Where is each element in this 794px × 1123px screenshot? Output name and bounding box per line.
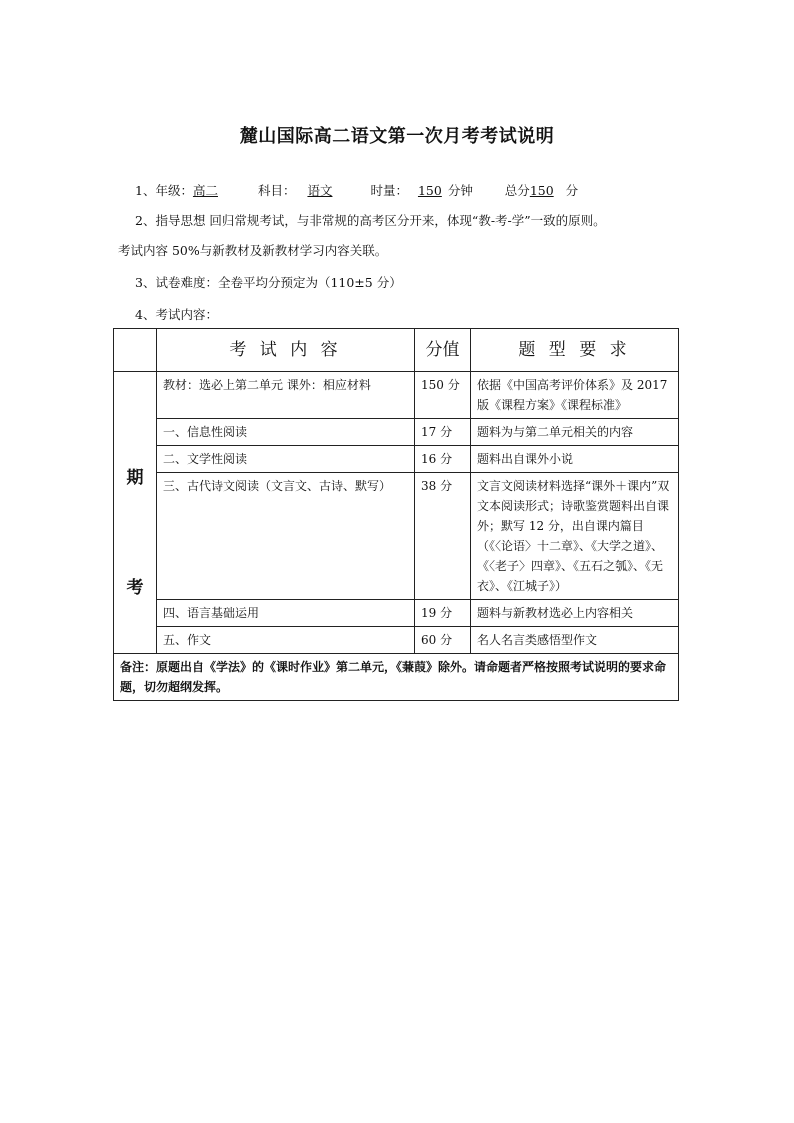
row-content: 四、语言基础运用 xyxy=(157,600,415,627)
header-content: 考 试 内 容 xyxy=(157,329,415,372)
category-char-2: 考 xyxy=(126,577,144,598)
subject-label: 科目： xyxy=(257,183,296,198)
subject-value: 语文 xyxy=(307,183,333,198)
row-score: 17 分 xyxy=(415,419,471,446)
row-requirement: 依据《中国高考评价体系》及 2017 版《课程方案》《课程标准》 xyxy=(471,372,679,419)
row-content: 三、古代诗文阅读（文言文、古诗、默写） xyxy=(157,473,415,600)
time-value: 150 xyxy=(417,183,442,198)
time-unit: 分钟 xyxy=(447,183,473,198)
page-title: 麓山国际高二语文第一次月考考试说明 xyxy=(239,126,555,147)
row-score: 16 分 xyxy=(415,446,471,473)
score-label: 总分 xyxy=(504,183,530,198)
row-requirement: 名人名言类感悟型作文 xyxy=(471,627,679,654)
table-row xyxy=(114,600,679,627)
score-value: 150 xyxy=(529,183,554,198)
note-row xyxy=(114,654,679,701)
row-content: 教材：选必上第二单元 课外：相应材料 xyxy=(157,372,415,419)
score-unit: 分 xyxy=(565,183,579,198)
row-content: 一、信息性阅读 xyxy=(157,419,415,446)
table-row xyxy=(114,372,679,419)
row-requirement: 题料与新教材选必上内容相关 xyxy=(471,600,679,627)
note-text: 备注：原题出自《学法》的《课时作业》第二单元，《蒹葭》除外。请命题者严格按照考试说明的要求命题，切勿超纲发挥。 xyxy=(114,654,679,701)
row-score: 150 分 xyxy=(415,372,471,419)
table-row xyxy=(114,627,679,654)
info-line-2-cont: 考试内容 50%与新教材及新教材学习内容关联。 xyxy=(118,243,388,258)
info-line-1 xyxy=(135,181,578,199)
header-requirement: 题 型 要 求 xyxy=(471,329,679,372)
exam-content-table xyxy=(113,328,679,701)
row-requirement: 题料出自课外小说 xyxy=(471,446,679,473)
header-score: 分值 xyxy=(415,329,471,372)
table-row xyxy=(114,419,679,446)
info-line-4: 4、考试内容： xyxy=(135,307,218,322)
row-content: 五、作文 xyxy=(157,627,415,654)
row-requirement: 题料为与第二单元相关的内容 xyxy=(471,419,679,446)
table-row xyxy=(114,473,679,600)
table-row xyxy=(114,446,679,473)
row-score: 19 分 xyxy=(415,600,471,627)
grade-label: 1、年级： xyxy=(135,183,193,198)
header-blank xyxy=(114,329,157,372)
row-requirement: 文言文阅读材料选择“课外＋课内”双文本阅读形式；诗歌鉴赏题料出自课外；默写 12 分，出自课内篇目（《〈论语〉十二章》、《大学之道》、《〈老子〉四章》、《五石之瓠》、《无衣》、《江城子》） xyxy=(471,473,679,600)
row-content: 二、文学性阅读 xyxy=(157,446,415,473)
info-line-3: 3、试卷难度：全卷平均分预定为（110±5 分） xyxy=(135,275,402,290)
time-label: 时量： xyxy=(370,183,408,198)
grade-value: 高二 xyxy=(192,183,218,198)
table-header-row xyxy=(114,329,679,372)
row-score: 60 分 xyxy=(415,627,471,654)
info-line-2: 2、指导思想 回归常规考试，与非常规的高考区分开来，体现“教-考-学”一致的原则。 xyxy=(135,213,606,228)
row-score: 38 分 xyxy=(415,473,471,600)
category-char-1: 期 xyxy=(126,467,144,488)
category-cell xyxy=(114,372,157,654)
